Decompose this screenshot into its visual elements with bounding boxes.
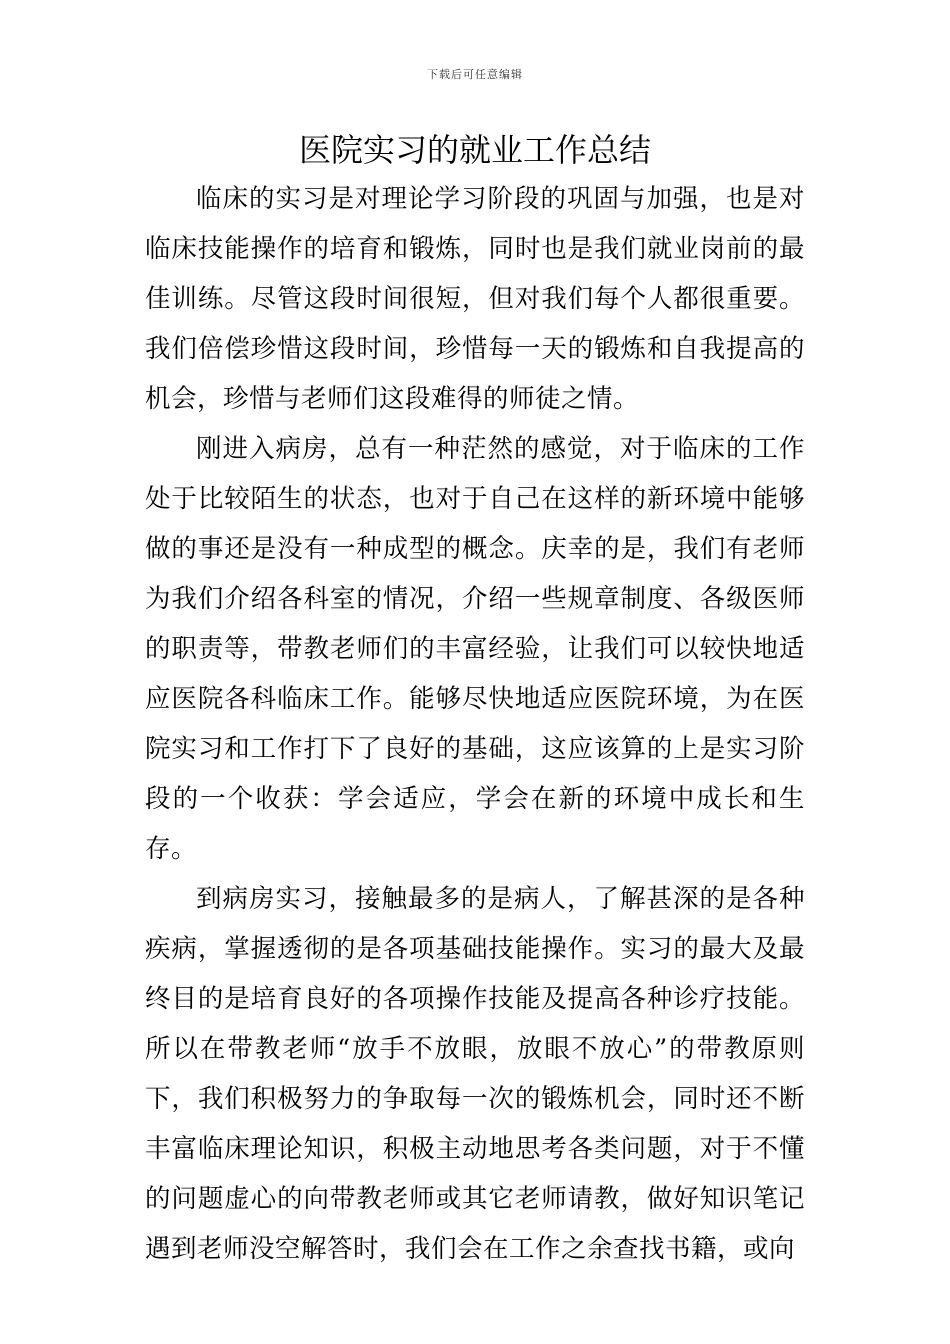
- document-body: [145, 174, 805, 1274]
- document-title: 医院实习的就业工作总结: [298, 131, 651, 169]
- paragraph-2: 刚进入病房，总有一种茫然的感觉，对于临床的工作处于比较陌生的状态，也对于自己在这样的新环境中能够做的事还是没有一种成型的概念。庆幸的是，我们有老师为我们介绍各科室的情况，介绍一些规章制度、各级医师的职责等，带教老师们的丰富经验，让我们可以较快地适应医院各科临床工作。能够尽快地适应医院环境，为在医院实习和工作打下了良好的基础，这应该算的上是实习阶段的一个收获：学会适应，学会在新的环境中成长和生存。: [145, 434, 805, 864]
- paragraph-3: 到病房实习，接触最多的是病人，了解甚深的是各种疾病，掌握透彻的是各项基础技能操作。实习的最大及最终目的是培育良好的各项操作技能及提高各种诊疗技能。所以在带教老师“放手不放眼，放眼不放心”的带教原则下，我们积极努力的争取每一次的锻炼机会，同时还不断丰富临床理论知识，积极主动地思考各类问题，对于不懂的问题虚心的向带教老师或其它老师请教，做好知识笔记遇到老师没空解答时，我们会在工作之余查找书籍，或向: [145, 884, 805, 1264]
- header-note: 下载后可任意编辑: [427, 68, 523, 81]
- paragraph-1: 临床的实习是对理论学习阶段的巩固与加强，也是对临床技能操作的培育和锻炼，同时也是我们就业岗前的最佳训练。尽管这段时间很短，但对我们每个人都很重要。我们倍偿珍惜这段时间，珍惜每一天的锻炼和自我提高的机会，珍惜与老师们这段难得的师徒之情。: [145, 184, 805, 414]
